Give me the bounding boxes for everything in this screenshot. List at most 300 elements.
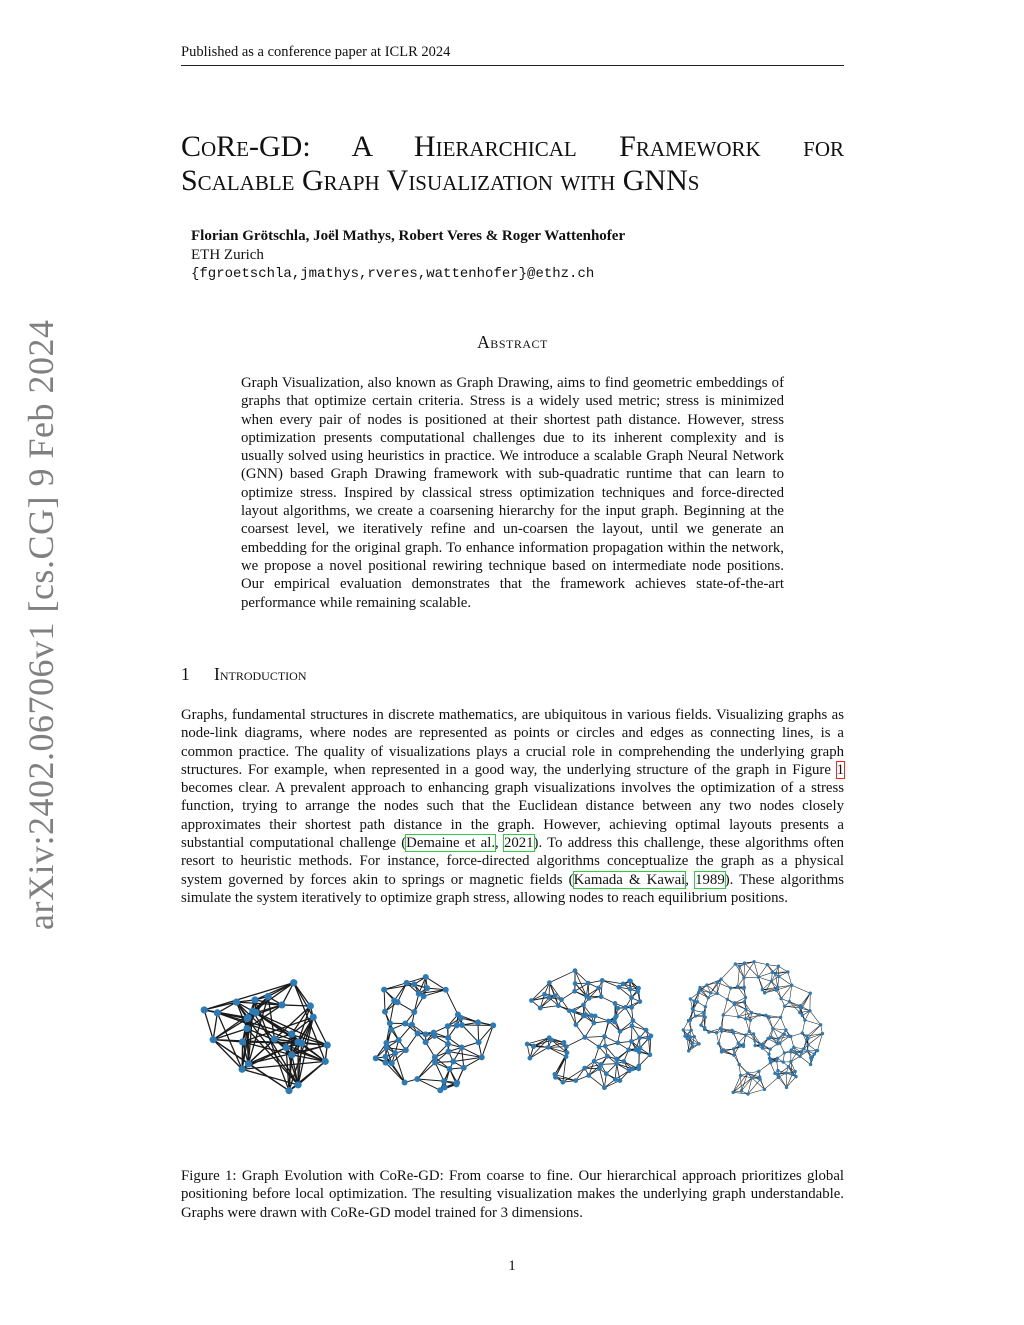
graph-edge xyxy=(734,1004,738,1016)
graph-node xyxy=(737,1015,740,1018)
graph-node xyxy=(629,995,634,1000)
graph-edge xyxy=(204,1010,213,1040)
graph-node xyxy=(396,1037,402,1043)
graph-node xyxy=(732,1053,735,1056)
graph-node xyxy=(587,996,592,1001)
graph-node xyxy=(614,1061,619,1066)
graph-node xyxy=(819,1023,822,1026)
graph-node xyxy=(591,1021,596,1026)
graph-node xyxy=(432,1054,438,1060)
graph-node xyxy=(389,1060,395,1066)
graph-node xyxy=(719,1027,722,1030)
graph-node xyxy=(689,997,692,1000)
graph-node xyxy=(790,1048,793,1051)
graph-edge xyxy=(462,1048,464,1068)
graph-edge xyxy=(758,965,767,977)
graph-node xyxy=(779,1016,782,1019)
graph-node xyxy=(782,1060,785,1063)
graph-node xyxy=(816,1049,819,1052)
graph-edge xyxy=(744,977,758,978)
graph-node xyxy=(285,1087,292,1094)
graph-node xyxy=(586,981,591,986)
graph-node xyxy=(789,1060,792,1063)
graph-edge xyxy=(721,979,731,988)
graph-node xyxy=(411,1009,417,1015)
graph-edge xyxy=(213,1029,247,1040)
graph-node xyxy=(799,1006,802,1009)
graph-node xyxy=(742,1000,745,1003)
graph-node xyxy=(623,1005,628,1010)
graph-node xyxy=(687,1049,690,1052)
graph-node xyxy=(808,1009,811,1012)
graph-node xyxy=(565,1050,570,1055)
graph-node xyxy=(586,1073,591,1078)
graph-node xyxy=(773,1072,776,1075)
graph-node xyxy=(547,1035,552,1040)
graph-node xyxy=(742,976,745,979)
graph-edge xyxy=(752,1078,764,1089)
graph-node xyxy=(699,1023,702,1026)
graph-node xyxy=(703,1026,706,1029)
graph-edge xyxy=(723,1015,738,1017)
graph-edge xyxy=(781,1006,785,1017)
graph-node xyxy=(803,1018,806,1021)
graph-node xyxy=(752,960,755,963)
graph-node xyxy=(538,1006,543,1011)
graph-node xyxy=(777,1076,780,1079)
author-emails: {fgroetschla,jmathys,rveres,wattenhofer}@ethz.ch xyxy=(191,266,595,282)
graph-node xyxy=(777,975,780,978)
graph-node xyxy=(630,1024,635,1029)
graph-node xyxy=(790,984,793,987)
figure-caption: Figure 1: Graph Evolution with CoRe-GD: From coarse to fine. Our hierarchical approach prioritizes global positioning before local optimization. The resulting visualization makes the underlying graph understandable. Graphs were drawn with CoRe-GD model trained for 3 dimensions. xyxy=(181,1168,844,1221)
graph-node xyxy=(298,1040,305,1047)
graph-node xyxy=(423,1039,429,1045)
graph-node xyxy=(761,988,764,991)
graph-edge xyxy=(734,1004,746,1009)
graph-edge xyxy=(313,1017,327,1045)
graph-edge xyxy=(741,1075,742,1091)
intro-text-2: becomes clear. A prevalent approach to enhancing graph visualizations involves the optimization of a stress function, trying to arrange the nodes such that the Euclidean distance between any two nodes closely approximates their shortest path distance in the graph. However, achieving optimal layouts presents a substantial computational challenge ( xyxy=(181,780,844,852)
graph-node xyxy=(201,1006,208,1013)
graph-node xyxy=(547,995,552,1000)
abstract-text: Graph Visualization, also known as Graph Drawing, aims to find geometric embeddings of graphs that optimize certain criteria. Stress is a widely used metric; stress is minimized when every pair of nodes is positioned at their shortest path distance. However, stress optimization presents computational challenges due to its inherent complexity and is usually solved using heuristics in practice. We introduce a scalable Graph Neural Network (GNN) based Graph Drawing framework with sub-quadratic runtime that can learn to optimize stress. Inspired by classical stress optimization techniques and force-directed layout algorithms, we create a coarsening hierarchy for the input graph. Beginning at the coarsest level, we iteratively refine and un-coarsen the layout, until we generate an embedding for the original graph. To enhance information propagation within the network, we propose a novel positional rewiring technique based on intermediate node positions. Our empirical evaluation demonstrates that the framework achieves state-of-the-art performance while remaining scalable. xyxy=(241,375,784,611)
graph-edge xyxy=(435,1062,444,1081)
graph-edge xyxy=(719,1031,722,1043)
graph-node xyxy=(454,1022,460,1028)
graph-node xyxy=(278,1001,285,1008)
graph-node xyxy=(794,1075,797,1078)
graph-evolution-figure xyxy=(181,960,844,1120)
graph-node xyxy=(450,1059,456,1065)
graph-edge xyxy=(765,981,772,993)
graph-node xyxy=(441,1078,447,1084)
graph-node xyxy=(589,1013,594,1018)
graph-node xyxy=(646,1036,651,1041)
graph-node xyxy=(583,1012,588,1017)
graph-node xyxy=(786,970,789,973)
graph-node xyxy=(748,1030,751,1033)
graph-node xyxy=(411,981,417,987)
graph-node xyxy=(691,1007,694,1010)
graph-node xyxy=(746,1072,749,1075)
graph-edge xyxy=(585,1023,594,1037)
graph-node xyxy=(759,1043,762,1046)
graph-edge xyxy=(479,1025,494,1042)
graph-node xyxy=(693,1035,696,1038)
graph-node xyxy=(742,987,745,990)
graph-node xyxy=(443,987,449,993)
graph-node xyxy=(573,1022,578,1027)
graph-node xyxy=(749,1018,752,1021)
graph-node xyxy=(766,1037,769,1040)
graph-node xyxy=(547,980,552,985)
graph-node xyxy=(616,985,621,990)
running-header: Published as a conference paper at ICLR 2024 xyxy=(181,44,844,66)
graph-node xyxy=(615,1006,620,1011)
graph-node xyxy=(288,1051,295,1058)
graph-node xyxy=(744,1017,747,1020)
graph-node xyxy=(562,1040,567,1045)
graph-node xyxy=(737,1041,740,1044)
graph-node xyxy=(614,1057,619,1062)
graph-edge xyxy=(255,983,294,1000)
graph-node xyxy=(573,981,578,986)
graph-node xyxy=(707,1030,710,1033)
graph-node xyxy=(777,964,780,967)
graph-node xyxy=(737,1063,740,1066)
graph-edge xyxy=(800,1056,811,1064)
graph-node xyxy=(682,1028,685,1031)
graph-node xyxy=(553,1075,558,1080)
graph-node xyxy=(403,1047,409,1053)
graph-node xyxy=(697,1042,700,1045)
graph-edge xyxy=(213,1013,217,1040)
graph-node xyxy=(746,1092,749,1095)
graph-node xyxy=(691,1045,694,1048)
graph-node xyxy=(821,1032,824,1035)
graph-node xyxy=(767,1016,770,1019)
figure-1 xyxy=(181,960,844,1120)
graph-node xyxy=(770,1035,773,1038)
graph-node xyxy=(239,1038,246,1045)
graph-edge xyxy=(585,1037,599,1046)
graph-node xyxy=(581,1003,586,1008)
graph-node xyxy=(784,1071,787,1074)
graph-node xyxy=(615,1040,620,1045)
graph-edge xyxy=(549,971,575,983)
graph-node xyxy=(233,999,240,1006)
graph-edge xyxy=(462,1025,479,1042)
graph-node xyxy=(613,1001,618,1006)
graph-node xyxy=(694,1014,697,1017)
graph-node xyxy=(800,1051,803,1054)
graph-edge xyxy=(575,971,588,983)
graph-node xyxy=(243,1025,250,1032)
graph-node xyxy=(730,1029,733,1032)
graph-node xyxy=(618,1029,623,1034)
graph-node xyxy=(757,975,760,978)
graph-edge xyxy=(754,962,767,965)
graph-node xyxy=(731,1091,734,1094)
graph-edge xyxy=(787,1077,797,1088)
graph-node xyxy=(559,997,564,1002)
graph-node xyxy=(698,988,701,991)
graph-edge xyxy=(764,1077,778,1089)
graph-node xyxy=(461,1065,467,1071)
graph-node xyxy=(775,1059,778,1062)
graph-node xyxy=(251,996,258,1003)
graph-node xyxy=(490,1022,496,1028)
graph-node xyxy=(715,981,718,984)
intro-paragraph xyxy=(181,706,844,907)
graph-node xyxy=(758,1075,761,1078)
graph-node xyxy=(447,1066,453,1072)
graph-node xyxy=(798,1011,801,1014)
graph-edge xyxy=(748,1089,764,1094)
graph-edge xyxy=(744,963,745,978)
graph-edge xyxy=(785,1006,801,1007)
graph-node xyxy=(758,1013,761,1016)
graph-node xyxy=(572,1009,577,1014)
graph-node xyxy=(437,1087,443,1093)
graph-node xyxy=(705,983,708,986)
graph-node xyxy=(729,986,732,989)
graph-node xyxy=(445,1048,451,1054)
graph-node xyxy=(384,1045,390,1051)
graph-node xyxy=(322,1058,329,1065)
graph-node xyxy=(722,1013,725,1016)
graph-node xyxy=(531,1044,536,1049)
graph-edge xyxy=(633,1021,646,1030)
title-line-1: CoRe-GD: A Hierarchical Framework for xyxy=(181,130,844,163)
graph-node xyxy=(402,1020,408,1026)
graph-node xyxy=(686,1037,689,1040)
graph-node xyxy=(307,1002,314,1009)
graph-node xyxy=(769,1047,772,1050)
graph-node xyxy=(613,1077,618,1082)
graph-node xyxy=(740,1089,743,1092)
graph-node xyxy=(771,971,774,974)
section-number: 1 xyxy=(181,664,190,684)
graph-node xyxy=(770,980,773,983)
graph-node xyxy=(726,998,729,1001)
graph-node xyxy=(599,1062,604,1067)
graph-node xyxy=(792,1046,795,1049)
graph-node xyxy=(691,1041,694,1044)
graph-node xyxy=(704,1005,707,1008)
graph-node xyxy=(383,1060,389,1066)
graph-node xyxy=(785,1086,788,1089)
graph-node xyxy=(599,994,604,999)
graph-node xyxy=(445,1041,451,1047)
graph-node xyxy=(802,1047,805,1050)
citation-kamada-author-link[interactable]: Kamada & Kawai xyxy=(573,871,686,888)
graph-node xyxy=(423,1031,429,1037)
graph-node xyxy=(805,1034,808,1037)
graph-node xyxy=(744,1008,747,1011)
citation-demaine-year-link[interactable]: 2021 xyxy=(503,835,534,852)
graph-node xyxy=(767,1052,770,1055)
graph-node xyxy=(776,1037,779,1040)
graph-node xyxy=(592,1059,597,1064)
graph-node xyxy=(294,1081,301,1088)
citation-separator: , xyxy=(495,835,504,852)
graph-node xyxy=(415,1030,421,1036)
graph-node xyxy=(414,1076,420,1082)
graph-node xyxy=(806,1037,809,1040)
graph-node xyxy=(617,1078,622,1083)
graph-edge xyxy=(213,1019,247,1040)
graph-node xyxy=(416,991,422,997)
graph-node xyxy=(567,1008,572,1013)
graph-node xyxy=(763,991,766,994)
graph-node xyxy=(757,1070,760,1073)
graph-node xyxy=(783,1051,786,1054)
graph-node xyxy=(458,1015,464,1021)
graph-node xyxy=(564,1044,569,1049)
graph-node xyxy=(719,977,722,980)
graph-edge xyxy=(802,1020,805,1033)
graph-node xyxy=(560,1080,565,1085)
graph-node xyxy=(409,1022,415,1028)
graph-edge xyxy=(817,1034,822,1051)
graph-edge xyxy=(482,1025,493,1057)
graph-node xyxy=(777,1073,780,1076)
graph-node xyxy=(776,1069,779,1072)
arxiv-stamp: arXiv:2402.06706v1 [cs.CG] 9 Feb 2024 xyxy=(21,319,61,930)
graph-edge xyxy=(758,977,771,981)
graph-edge xyxy=(406,1033,418,1050)
graph-node xyxy=(628,987,633,992)
graph-node xyxy=(744,1033,747,1036)
graph-edge xyxy=(417,1062,435,1079)
graph-node xyxy=(239,1066,246,1073)
graph-node xyxy=(621,1059,626,1064)
graph-node xyxy=(597,1066,602,1071)
graph-edge xyxy=(213,1040,242,1070)
graph-node xyxy=(605,1054,610,1059)
graph-panel-coarsest xyxy=(201,979,331,1094)
graph-node xyxy=(432,1059,438,1065)
graph-node xyxy=(564,1054,569,1059)
graph-node xyxy=(722,1048,725,1051)
graph-edge xyxy=(810,1011,821,1025)
graph-node xyxy=(529,998,534,1003)
graph-node xyxy=(750,1076,753,1079)
graph-node xyxy=(392,1050,398,1056)
graph-node xyxy=(459,1045,465,1051)
graph-edge xyxy=(746,1019,750,1032)
graph-node xyxy=(784,1028,787,1031)
graph-node xyxy=(774,972,777,975)
citation-kamada-year-link[interactable]: 1989 xyxy=(695,871,725,888)
graph-edge xyxy=(787,1074,793,1087)
graph-node xyxy=(709,991,712,994)
graph-node xyxy=(788,1000,791,1003)
graph-node xyxy=(766,963,769,966)
graph-node xyxy=(603,1044,608,1049)
graph-edge xyxy=(792,985,811,993)
author-block xyxy=(191,227,791,284)
graph-edge xyxy=(781,1017,786,1030)
graph-edge xyxy=(585,1036,605,1037)
section-title: Introduction xyxy=(214,664,307,684)
graph-edge xyxy=(758,972,772,977)
graph-node xyxy=(604,1071,609,1076)
graph-node xyxy=(479,1054,485,1060)
graph-node xyxy=(769,1061,772,1064)
graph-node xyxy=(445,1023,451,1029)
graph-edge xyxy=(770,1063,775,1074)
graph-node xyxy=(789,1035,792,1038)
figure-ref-link[interactable]: 1 xyxy=(836,761,844,778)
graph-node xyxy=(647,1052,652,1057)
title-line-2: Scalable Graph Visualization with GNNs xyxy=(181,164,700,197)
graph-panel-finest xyxy=(682,960,825,1096)
graph-node xyxy=(791,1073,794,1076)
graph-node xyxy=(776,1042,779,1045)
graph-node xyxy=(743,961,746,964)
graph-edge xyxy=(759,1063,771,1072)
graph-node xyxy=(271,1035,278,1042)
graph-node xyxy=(324,1042,331,1049)
graph-node xyxy=(742,1043,745,1046)
graph-node xyxy=(546,1045,551,1050)
graph-node xyxy=(752,1032,755,1035)
graph-node xyxy=(739,1074,742,1077)
graph-node xyxy=(445,1035,451,1041)
graph-node xyxy=(687,1019,690,1022)
graph-node xyxy=(717,1042,720,1045)
graph-node xyxy=(629,1039,634,1044)
graph-node xyxy=(636,1066,641,1071)
graph-node xyxy=(382,1009,388,1015)
graph-edge xyxy=(721,964,735,979)
graph-node xyxy=(795,1051,798,1054)
graph-edge xyxy=(727,988,730,999)
graph-node xyxy=(783,1033,786,1036)
graph-panel-coarse xyxy=(373,974,496,1093)
graph-edge xyxy=(566,1037,585,1046)
graph-node xyxy=(290,979,297,986)
graph-node xyxy=(753,1044,756,1047)
graph-node xyxy=(787,1065,790,1068)
graph-node xyxy=(809,992,812,995)
graph-node xyxy=(582,1035,587,1040)
graph-node xyxy=(459,1022,465,1028)
graph-node xyxy=(596,986,601,991)
graph-node xyxy=(288,1030,295,1037)
graph-node xyxy=(734,962,737,965)
page-number: 1 xyxy=(508,1258,516,1274)
graph-node xyxy=(732,1047,735,1050)
graph-node xyxy=(631,1018,636,1023)
graph-node xyxy=(764,1014,767,1017)
graph-node xyxy=(264,993,271,1000)
graph-node xyxy=(475,1019,481,1025)
graph-node xyxy=(244,1015,251,1022)
graph-node xyxy=(597,1044,602,1049)
graph-panel-fine xyxy=(525,968,654,1090)
graph-node xyxy=(388,1027,394,1033)
graph-node xyxy=(283,1044,290,1051)
graph-node xyxy=(637,1035,642,1040)
graph-node xyxy=(582,1066,587,1071)
graph-node xyxy=(621,981,626,986)
citation-demaine-author-link[interactable]: Demaine et al. xyxy=(406,835,496,852)
author-names: Florian Grötschla, Joël Mathys, Robert Veres & Roger Wattenhofer xyxy=(191,228,626,244)
